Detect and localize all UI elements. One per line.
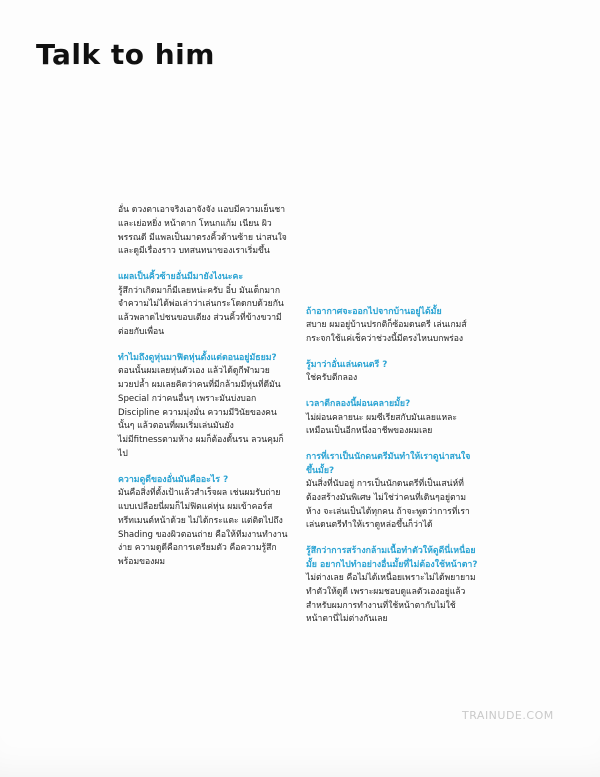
question-heading: แผลเป็นคิ้วซ้ายอั่นมีมายังไงนะคะ	[118, 272, 244, 283]
intro-paragraph: อั่น ดวงตาเอาจริงเอาจังจัง แอบมีความเย็นชา และเย่อหยิ่ง หน้าตาก โหนกแก้ม เนียน ผิวพรรณดี มีแพลเป็นมาตรงคิ้วด้านซ้าย น่าสนใจและดูมีเรื่องราว บทสนทนาของเราเริ่มขึ้น	[118, 205, 287, 257]
site-watermark: TRAINUDE.COM	[462, 709, 554, 722]
qa-block	[306, 451, 478, 533]
answer-paragraph: ไม่ผ่อนคลายนะ ผมซีเรียสกับมันเลยแหละ เหมือนเป็นอีกหนึ่งอาชีพของผมเลย	[306, 412, 458, 437]
qa-block	[118, 474, 288, 570]
question-heading: เวลาตีกลองนี้ผ่อนคลายมั้ย?	[306, 399, 411, 410]
question-heading: ถ้าอากาศจะออกไปจากบ้านอยู่ได้มั้ย	[306, 307, 442, 317]
question-heading: การที่เราเป็นนักดนตรีมันทำให้เราดูน่าสนใจขึ้นมั้ย?	[306, 452, 471, 476]
question-heading: ความดูดีของอั่นมันคืออะไร ?	[118, 474, 229, 485]
qa-block	[306, 306, 478, 347]
qa-block	[118, 352, 288, 462]
question-heading: รู้สึกว่าการสร้างกล้ามเนื้อทำตัวให้ดูดีนี่เหนื่อยมั้ย อยากไปทำอย่างอื่นมั้ยที่ไม่ต้องใช้หน้าตา?	[306, 546, 478, 570]
right-column	[306, 306, 478, 639]
left-column	[118, 204, 288, 582]
answer-paragraph: รู้สึกว่าเกิดมาก็มีเลยหน่ะครับ อิ๋บ มันเด็กมากจำความไม่ได้พ่อเล่าว่าเล่นกระโดดกบด้วยกันแล้วพลาดไปชนขอบเตียง ส่วนคิ้วที่ข้างขวามีต่อยกับเพื่อน	[118, 285, 284, 337]
answer-paragraph: มันสิ่งที่นับอยู่ การเป็นนักดนตรีที่เป็นเสน่ห์ที่ต้องสร้างมันพิเศษ ไม่ใช่ว่าคนที่เดินๆอยู่ตามห้าง จะเล่นเป็นได้ทุกคน ถ้าจะพูดว่าการที่เราเล่นดนตรีทำให้เราดูหล่อขึ้นก็ว่าได้	[306, 479, 470, 531]
qa-block	[306, 545, 478, 627]
qa-block	[118, 271, 288, 340]
question-heading: รู้มาว่าอั่นเล่นดนตรี ?	[306, 360, 388, 370]
answer-paragraph: ตอนนั้นผมเลยหุ่นตัวเอง แล้วได้ดูกีฬามวย มวยปล้ำ ผมเลยคิดว่าคนที่มีกล้ามมีหุ่นที่ดีมัน Special กว่าคนอื่นๆ เพราะมันบ่งบอก Discipline ความมุ่งมั่น ความมีวินัยของคนนั้นๆ แล้วตอนที่ผมเริ่มเล่นมันยังไม่มีfitnessตามห้าง ผมก็ต้องดั้นรน ลวนคุมก็ไป	[118, 366, 284, 459]
answer-paragraph: ไม่ต่างเลย คือไม่ได้เหนื่อยเพราะไม่ได้พยายามทำตัวให้ดูดี เพราะผมชอบดูแลตัวเองอยู่แล้ว สำหรับผมการทำงานที่ใช้หน้าตากับไม่ใช้หน้าตานี่ไม่ต่างกันเลย	[306, 573, 476, 625]
qa-block	[306, 359, 478, 386]
answer-paragraph: สบาย ผมอยู่บ้านปรกติก็ซ้อมดนตรี เล่นเกมส์ กระจกใช้แค่เช็คว่าช่วงนี้มีตรงไหนบกพร่อง	[306, 320, 467, 345]
answer-paragraph: มันคือสิ่งที่ตั้งเป้าแล้วสำเร็จผล เช่นผมรับถ่ายแบบเปลือยนี่ผมก็ไม่ฟิตแค่หุ่น ผมเข้าคอร์สทรีทเมนต์หน้าด้วย ไม่ได้กระแตะ แต่ติดไปถึง Shading ของผิวตอนถ่าย คือให้ทีมงานทำงานง่าย ความดูดีคือการเตรียมตัว คือความรู้สึกพร้อมของผม	[118, 488, 288, 568]
qa-block	[306, 398, 478, 439]
page-title: Talk to him	[36, 38, 215, 71]
answer-paragraph: ใช่ครับตีกลอง	[306, 373, 358, 384]
question-heading: ทำไมถึงดูหุ่นมาฟิตหุ่นดั้งแต่ตอนอยู่มัธยม?	[118, 352, 277, 363]
